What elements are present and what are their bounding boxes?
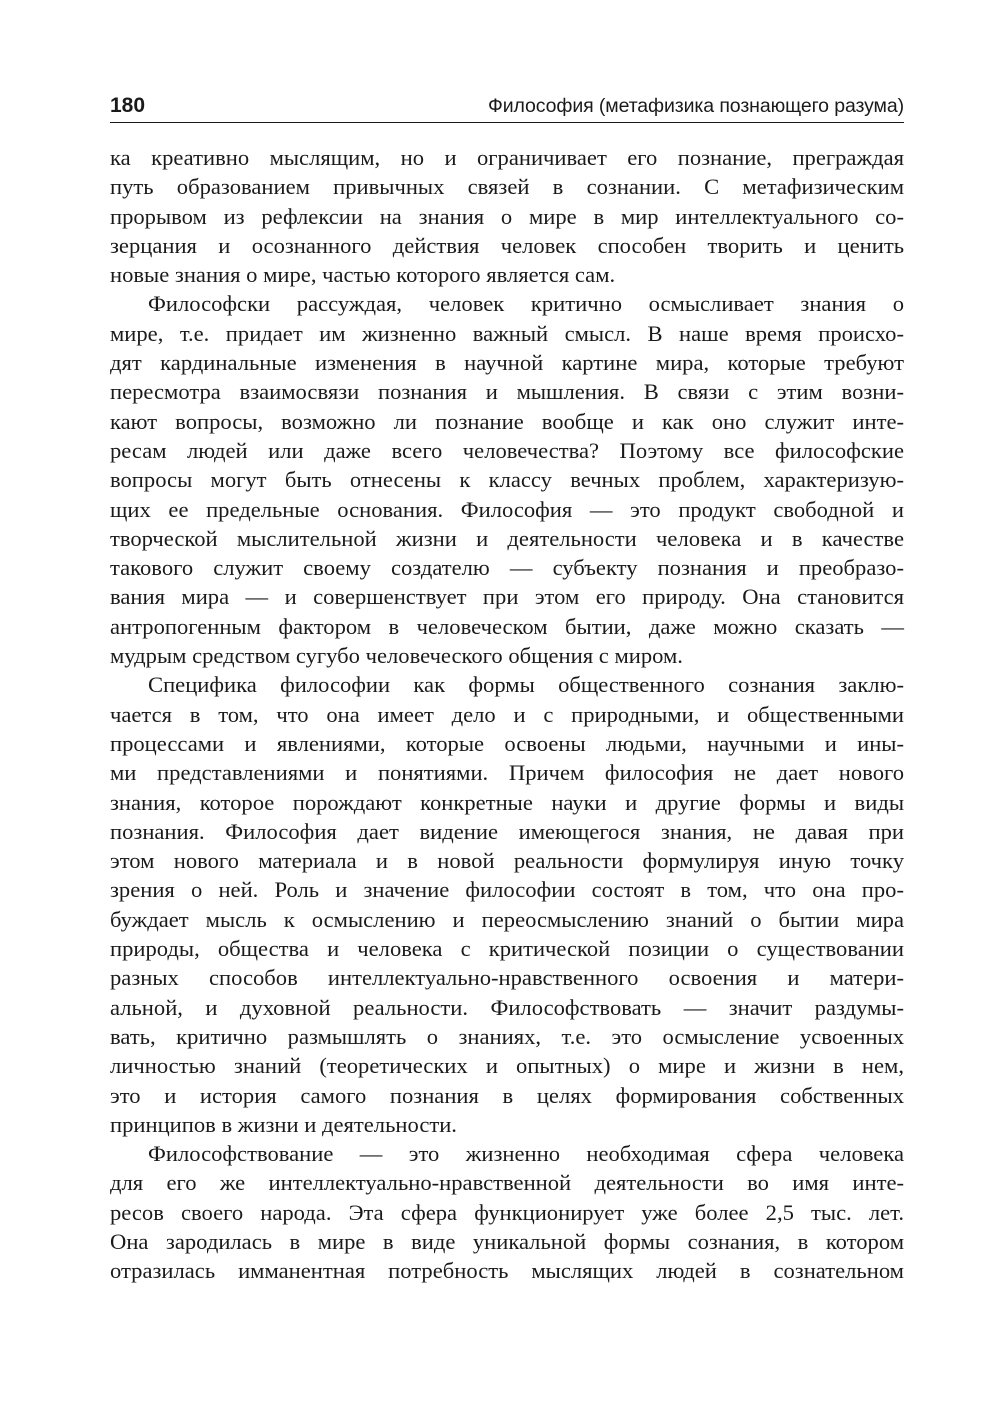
text-line: альной, и духовной реальности. Философствовать — значит раздумы-: [110, 994, 904, 1020]
text-line: буждает мысль к осмыслению и переосмыслению знаний о бытии мира: [110, 906, 904, 932]
text-line: ка креативно мыслящим, но и ограничивает его познание, преграждая: [110, 145, 904, 170]
text-line: зрения о ней. Роль и значение философии состоят в том, что она про-: [110, 877, 904, 903]
paragraph: [110, 289, 904, 670]
page-number: 180: [110, 94, 146, 117]
text-line: познания. Философия дает видение имеющегося знания, не давая при: [110, 818, 904, 844]
paragraph: [110, 1139, 904, 1285]
paragraph: [110, 143, 904, 289]
text-line: процессами и явлениями, которые освоены людьми, научными и ины-: [110, 730, 904, 756]
text-line: зерцания и осознанного действия человек способен творить и ценить: [110, 232, 904, 258]
text-line: кают вопросы, возможно ли познание вообще и как оно служит инте-: [110, 408, 904, 434]
text-line: Философствование — это жизненно необходимая сфера человека: [148, 1141, 904, 1167]
text-line: вопросы могут быть отнесены к классу вечных проблем, характеризую-: [110, 467, 904, 493]
text-line: новые знания о мире, частью которого является сам.: [110, 262, 616, 288]
text-line: творческой мыслительной жизни и деятельности человека и в качестве: [110, 525, 904, 551]
text-line: Специфика философии как формы общественного сознания заклю-: [148, 672, 904, 698]
text-line: пересмотра взаимосвязи познания и мышления. В связи с этим возни-: [110, 379, 904, 405]
body-text: [110, 143, 904, 1286]
paragraph: [110, 670, 904, 1139]
text-line: прорывом из рефлексии на знания о мире в мир интеллектуального со-: [110, 203, 904, 229]
text-line: мире, т.е. придает им жизненно важный смысл. В наше время происхо-: [110, 320, 904, 346]
text-line: антропогенным фактором в человеческом бытии, даже можно сказать —: [110, 613, 904, 639]
text-line: вания мира — и совершенствует при этом его природу. Она становится: [110, 584, 904, 610]
text-line: Она зародилась в мире в виде уникальной формы сознания, в котором: [110, 1228, 904, 1254]
text-line: природы, общества и человека с критической позиции о существовании: [110, 936, 904, 962]
text-line: путь образованием привычных связей в сознании. С метафизическим: [110, 174, 904, 200]
text-line: мудрым средством сугубо человеческого общения с миром.: [110, 643, 683, 669]
running-title: Философия (метафизика познающего разума): [488, 95, 904, 117]
text-line: для его же интеллектуально-нравственной деятельности во имя инте-: [110, 1170, 904, 1196]
text-line: ресов своего народа. Эта сфера функционирует уже более 2,5 тыс. лет.: [110, 1199, 904, 1225]
text-line: ми представлениями и понятиями. Причем философия не дает нового: [110, 760, 904, 786]
text-line: принципов в жизни и деятельности.: [110, 1111, 457, 1137]
book-page: [110, 94, 904, 1286]
text-line: вать, критично размышлять о знаниях, т.е. это осмысление усвоенных: [110, 1023, 904, 1049]
text-line: отразилась имманентная потребность мыслящих людей в сознательном: [110, 1258, 904, 1284]
text-line: Философски рассуждая, человек критично осмысливает знания о: [148, 291, 904, 317]
text-line: ресам людей или даже всего человечества? Поэтому все философские: [110, 437, 904, 463]
text-line: такового служит своему создателю — субъекту познания и преобразо-: [110, 555, 904, 581]
text-line: щих ее предельные основания. Философия — это продукт свободной и: [110, 496, 904, 522]
running-head: [110, 94, 904, 123]
text-line: личностью знаний (теоретических и опытных) о мире и жизни в нем,: [110, 1053, 904, 1079]
text-line: разных способов интеллектуально-нравственного освоения и матери-: [110, 965, 904, 991]
text-line: дят кардинальные изменения в научной картине мира, которые требуют: [110, 350, 904, 376]
text-line: это и история самого познания в целях формирования собственных: [110, 1082, 904, 1108]
text-line: этом нового материала и в новой реальности формулируя иную точку: [110, 848, 904, 874]
text-line: знания, которое порождают конкретные науки и другие формы и виды: [110, 789, 904, 815]
text-line: чается в том, что она имеет дело и с природными, и общественными: [110, 701, 904, 727]
